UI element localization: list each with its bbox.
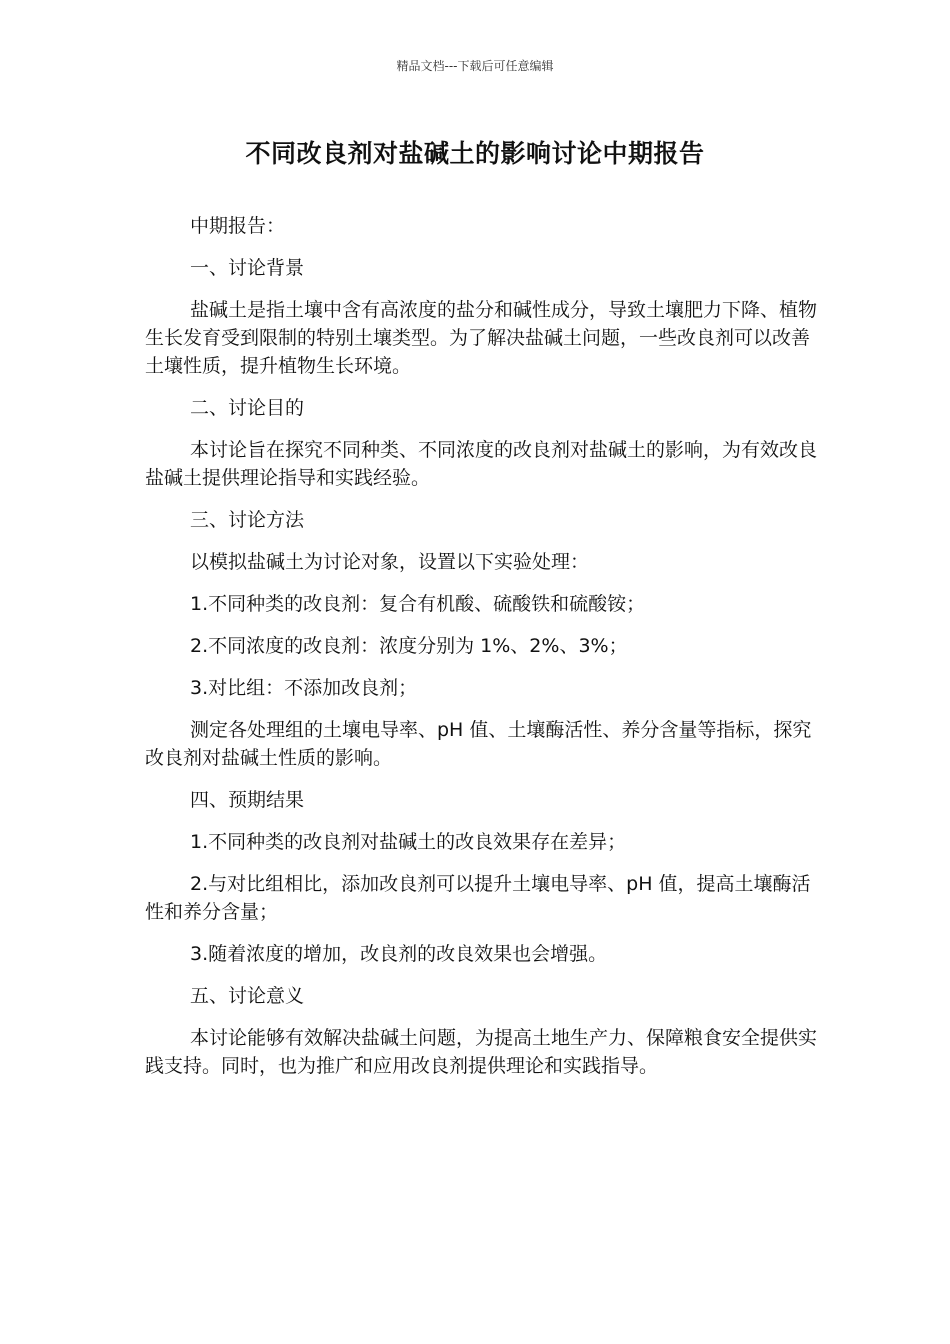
page-header: 精品文档---下载后可任意编辑 [396, 59, 554, 73]
section-heading-method: 三、讨论方法 [190, 509, 305, 531]
paragraph-background: 盐碱土是指土壤中含有高浓度的盐分和碱性成分，导致土壤肥力下降、植物生长发育受到限制的特别土壤类型。为了解决盐碱土问题，一些改良剂可以改善土壤性质，提升植物生长环境。 [145, 299, 818, 377]
paragraph-method-measure: 测定各处理组的土壤电导率、pH 值、土壤酶活性、养分含量等指标，探究改良剂对盐碱土性质的影响。 [145, 719, 812, 769]
paragraph-significance: 本讨论能够有效解决盐碱土问题，为提高土地生产力、保障粮食安全提供实践支持。同时，也为推广和应用改良剂提供理论和实践指导。 [145, 1027, 818, 1077]
section-heading-purpose: 二、讨论目的 [190, 397, 305, 419]
list-item-expected-3: 3.随着浓度的增加，改良剂的改良效果也会增强。 [190, 943, 608, 965]
section-heading-background: 一、讨论背景 [190, 257, 305, 279]
paragraph-method-intro: 以模拟盐碱土为讨论对象，设置以下实验处理： [190, 551, 590, 573]
list-item-expected-1: 1.不同种类的改良剂对盐碱土的改良效果存在差异； [190, 831, 627, 853]
document-title: 不同改良剂对盐碱土的影响讨论中期报告 [245, 139, 705, 168]
paragraph-report-label: 中期报告： [190, 215, 286, 237]
list-item-method-2: 2.不同浓度的改良剂：浓度分别为 1%、2%、3%； [190, 635, 628, 657]
list-item-method-3: 3.对比组：不添加改良剂； [190, 677, 418, 699]
section-heading-significance: 五、讨论意义 [190, 985, 305, 1007]
document-body [145, 212, 817, 1094]
section-heading-expected: 四、预期结果 [190, 789, 305, 811]
list-item-expected-2: 2.与对比组相比，添加改良剂可以提升土壤电导率、pH 值，提高土壤酶活性和养分含量； [145, 873, 811, 923]
list-item-method-1: 1.不同种类的改良剂：复合有机酸、硫酸铁和硫酸铵； [190, 593, 646, 615]
paragraph-purpose: 本讨论旨在探究不同种类、不同浓度的改良剂对盐碱土的影响，为有效改良盐碱土提供理论指导和实践经验。 [145, 439, 818, 489]
